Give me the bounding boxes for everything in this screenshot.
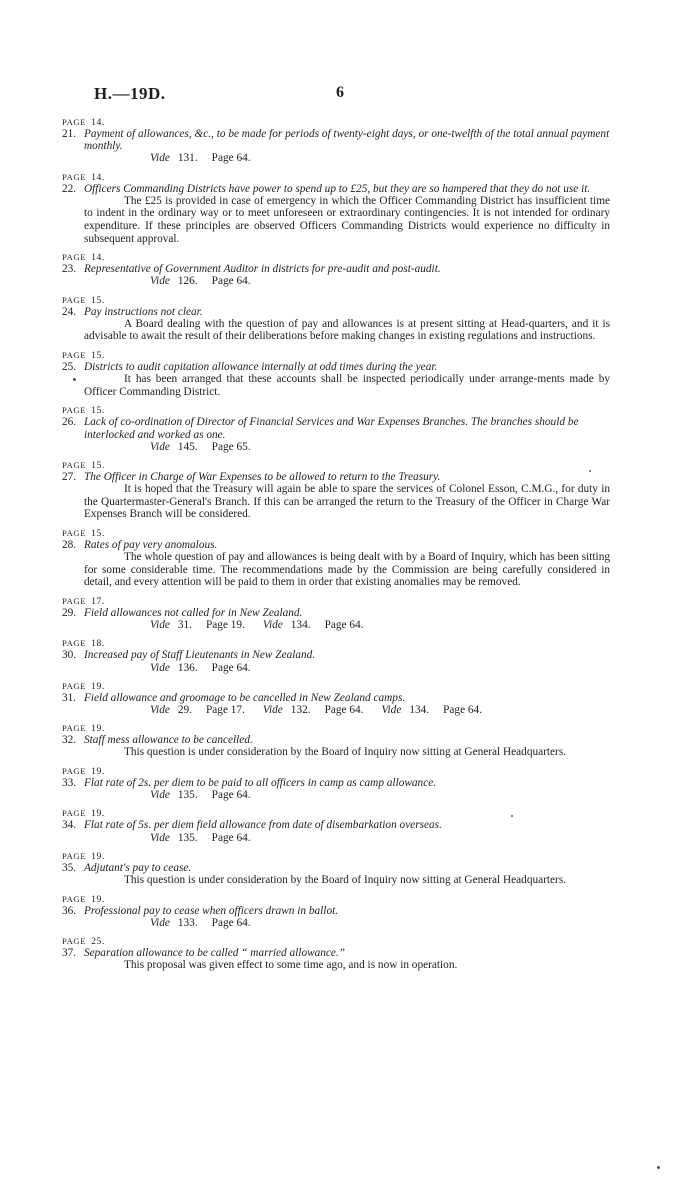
vide-number: 133. xyxy=(177,916,198,929)
page-reference-label: PAGE xyxy=(62,405,87,416)
page-reference-number: 17. xyxy=(91,595,105,607)
page-reference-number: 15. xyxy=(91,459,105,471)
vide-page: Page 65. xyxy=(211,440,251,453)
entry-title xyxy=(62,947,610,959)
page-reference-label: PAGE xyxy=(62,765,87,776)
entry-title xyxy=(62,416,610,440)
page-reference xyxy=(62,350,610,361)
entry-title-text: Field allowances not called for in New Zealand. xyxy=(84,606,303,619)
vide-page: Page 64. xyxy=(211,275,251,288)
page-reference xyxy=(62,723,610,734)
entry-response: The £25 is provided in case of emergency in which the Officer Commanding District has insufficient time to indent in the ordinary way or to meet unforeseen or extraordinary contingencies. It is not intended for ordinary expenditure. If these principles are observed Officers Commanding Districts would experience no difficulty in subsequent approval. xyxy=(84,194,610,245)
vide-label: Vide xyxy=(150,152,170,165)
entry-title-text: Professional pay to cease when officers drawn in ballot. xyxy=(84,904,339,917)
entry-title xyxy=(62,777,610,789)
vide-number: 131. xyxy=(177,152,198,165)
page-reference-number: 19. xyxy=(91,893,105,905)
entry-number: 25. xyxy=(62,360,77,373)
entry-36 xyxy=(62,894,610,929)
entry-number: 33. xyxy=(62,776,77,789)
entry-number: 37. xyxy=(62,946,77,959)
page-reference-label: PAGE xyxy=(62,595,87,606)
entry-30 xyxy=(62,638,610,673)
entry-title-text: Adjutant's pay to cease. xyxy=(84,861,192,874)
page-reference xyxy=(62,528,610,539)
page-reference xyxy=(62,808,610,819)
scan-speck xyxy=(511,815,513,817)
entry-title xyxy=(62,734,610,746)
vide-label: Vide xyxy=(150,916,170,929)
vide-references xyxy=(150,704,610,716)
vide-page: Page 64. xyxy=(324,619,364,632)
page-reference-label: PAGE xyxy=(62,527,87,538)
page-reference xyxy=(62,295,610,306)
entry-number: 27. xyxy=(62,470,77,483)
entry-number: 29. xyxy=(62,606,77,619)
entry-number: 31. xyxy=(62,691,77,704)
entry-response: This question is under consideration by the Board of Inquiry now sitting at General Headquarters. xyxy=(124,873,567,886)
entry-title-text: Rates of pay very anomalous. xyxy=(84,538,218,551)
vide-label: Vide xyxy=(150,831,170,844)
vide-label: Vide xyxy=(150,703,170,716)
entry-title-text: Flat rate of 2s. per diem to be paid to all officers in camp as camp allowance. xyxy=(84,776,437,789)
vide-page: Page 19. xyxy=(206,619,245,632)
vide-number: 132. xyxy=(290,703,311,716)
entry-response: The whole question of pay and allowances is being dealt with by a Board of Inquiry, which has been sitting for some considerable time. The recommendations made by the Commission are being carefully considered in detail, and every attention will be paid to them in order that existing anomalies may be removed. xyxy=(84,551,610,589)
entry-title-text: Representative of Government Auditor in districts for pre-audit and post-audit. xyxy=(84,263,441,276)
page-reference-label: PAGE xyxy=(62,850,87,861)
entry-title xyxy=(62,607,610,619)
vide-references xyxy=(150,789,610,801)
entry-title xyxy=(62,306,610,318)
entry-response: It has been arranged that these accounts shall be inspected periodically under arrange-ments made by Officer Commanding District. xyxy=(84,373,610,398)
vide-page: Page 64. xyxy=(211,831,251,844)
entry-number: 32. xyxy=(62,734,77,747)
page-reference xyxy=(62,681,610,692)
vide-label: Vide xyxy=(150,789,170,802)
vide-number: 134. xyxy=(290,619,311,632)
vide-page: Page 64. xyxy=(211,916,251,929)
page-reference-label: PAGE xyxy=(62,723,87,734)
entry-title-text: The Officer in Charge of War Expenses to be allowed to return to the Treasury. xyxy=(84,470,441,483)
entry-25 xyxy=(62,350,610,398)
entry-title xyxy=(62,361,610,373)
entry-23 xyxy=(62,252,610,287)
vide-number: 31. xyxy=(177,619,192,632)
entry-response: This question is under consideration by the Board of Inquiry now sitting at General Headquarters. xyxy=(124,746,567,759)
vide-references xyxy=(150,152,610,164)
vide-label: Vide xyxy=(150,661,170,674)
entry-35 xyxy=(62,851,610,887)
entry-number: 34. xyxy=(62,819,77,832)
vide-page: Page 64. xyxy=(211,789,251,802)
entry-29 xyxy=(62,596,610,631)
entry-response: It is hoped that the Treasury will again be able to spare the services of Colonel Esson, C.M.G., for duty in the Quartermaster-General's Branch. If this can be arranged the return to the Treasury of the Officer in Charge War Expenses Branch will be considered. xyxy=(84,483,610,521)
page-reference xyxy=(62,405,610,416)
entry-title xyxy=(62,649,610,661)
page-reference-number: 14. xyxy=(91,252,105,264)
vide-number: 145. xyxy=(177,440,198,453)
entry-number: 35. xyxy=(62,861,77,874)
vide-references xyxy=(150,441,610,453)
page-reference-number: 15. xyxy=(91,294,105,306)
page-reference-label: PAGE xyxy=(62,294,87,305)
page-reference xyxy=(62,936,610,947)
vide-label: Vide xyxy=(262,703,283,716)
page-header xyxy=(94,84,614,108)
page-reference-label: PAGE xyxy=(62,893,87,904)
page-reference xyxy=(62,894,610,905)
entry-title xyxy=(62,539,610,551)
entry-title xyxy=(62,692,610,704)
page-reference xyxy=(62,596,610,607)
scan-speck xyxy=(657,1166,660,1169)
entry-number: 24. xyxy=(62,305,77,318)
entry-number: 28. xyxy=(62,538,77,551)
entry-24 xyxy=(62,295,610,343)
page-reference-label: PAGE xyxy=(62,808,87,819)
entry-number: 22. xyxy=(62,182,77,195)
page-reference-number: 15. xyxy=(91,405,105,417)
entry-22 xyxy=(62,172,610,246)
entry-title xyxy=(62,128,610,152)
vide-number: 135. xyxy=(177,789,198,802)
vide-page: Page 64. xyxy=(211,661,251,674)
scan-speck xyxy=(73,378,76,381)
page-reference-number: 14. xyxy=(91,171,105,183)
vide-number: 126. xyxy=(177,275,198,288)
vide-number: 136. xyxy=(177,661,198,674)
vide-label: Vide xyxy=(150,619,170,632)
page-reference-number: 25. xyxy=(91,935,105,947)
entry-title xyxy=(62,905,610,917)
entry-32 xyxy=(62,723,610,759)
entry-33 xyxy=(62,766,610,801)
page-reference-number: 18. xyxy=(91,638,105,650)
page-reference-number: 19. xyxy=(91,808,105,820)
entry-28 xyxy=(62,528,610,589)
page-reference-number: 19. xyxy=(91,680,105,692)
page-number: 6 xyxy=(336,84,344,101)
entry-title-text: Increased pay of Staff Lieutenants in New Zealand. xyxy=(84,649,316,662)
page-reference xyxy=(62,172,610,183)
entry-title xyxy=(62,819,610,831)
entry-number: 23. xyxy=(62,263,77,276)
vide-label: Vide xyxy=(150,275,170,288)
entry-title xyxy=(62,471,610,483)
vide-references xyxy=(150,662,610,674)
page-reference-number: 15. xyxy=(91,527,105,539)
vide-label: Vide xyxy=(262,619,283,632)
entry-title xyxy=(62,862,610,874)
entry-title-text: Officers Commanding Districts have power to spend up to £25, but they are so hampered that they do not use it. xyxy=(84,182,591,195)
entry-27 xyxy=(62,460,610,521)
entry-number: 21. xyxy=(62,128,77,140)
entry-number: 36. xyxy=(62,904,77,917)
entry-title-text: Staff mess allowance to be cancelled. xyxy=(84,734,253,747)
entry-title-text: Separation allowance to be called “ married allowance.” xyxy=(84,946,346,959)
page-reference-number: 19. xyxy=(91,850,105,862)
entry-title xyxy=(62,263,610,275)
entry-title-text: Field allowance and groomage to be cancelled in New Zealand camps. xyxy=(84,691,406,704)
entry-21 xyxy=(62,117,610,165)
document-body xyxy=(62,117,610,979)
vide-label: Vide xyxy=(150,440,170,453)
vide-page: Page 64. xyxy=(324,703,364,716)
entry-response: A Board dealing with the question of pay and allowances is at present sitting at Head-quarters, and it is advisable to await the result of their deliberations before making changes in existing regulations and instructions. xyxy=(84,317,610,343)
page-reference-label: PAGE xyxy=(62,680,87,691)
vide-number: 29. xyxy=(177,703,192,716)
vide-references xyxy=(150,917,610,929)
vide-page: Page 64. xyxy=(211,152,251,165)
page-reference-label: PAGE xyxy=(62,935,87,946)
vide-page: Page 17. xyxy=(206,703,245,716)
entry-title-text: Flat rate of 5s. per diem field allowance from date of disembarkation overseas. xyxy=(84,819,442,832)
entry-title-text: Pay instructions not clear. xyxy=(84,305,203,318)
page-reference xyxy=(62,851,610,862)
entry-title-text: Districts to audit capitation allowance internally at odd times during the year. xyxy=(84,360,438,373)
page-reference-label: PAGE xyxy=(62,459,87,470)
entry-response: This proposal was given effect to some time ago, and is now in operation. xyxy=(124,959,458,972)
page-reference-label: PAGE xyxy=(62,117,87,127)
page-reference xyxy=(62,766,610,777)
page-reference xyxy=(62,252,610,263)
scan-speck xyxy=(589,470,591,472)
entry-26 xyxy=(62,405,610,453)
page-reference xyxy=(62,460,610,471)
page-reference-number: 19. xyxy=(91,723,105,735)
page-reference-label: PAGE xyxy=(62,638,87,649)
page-reference-number: 15. xyxy=(91,349,105,361)
entry-number: 26. xyxy=(62,416,77,429)
vide-label: Vide xyxy=(381,703,402,716)
vide-references xyxy=(150,619,610,631)
entry-title-text: Lack of co-ordination of Director of Financial Services and War Expenses Branches. The branches should be interlocked and worked as one. xyxy=(84,416,579,441)
entry-number: 30. xyxy=(62,649,77,662)
vide-references xyxy=(150,832,610,844)
page-reference xyxy=(62,117,610,128)
entry-title-text: Payment of allowances, &c., to be made for periods of twenty-eight days, or one-twelfth of the total annual payment monthly. xyxy=(84,128,610,153)
page-reference-number: 14. xyxy=(91,117,105,128)
entry-37 xyxy=(62,936,610,972)
page-reference-label: PAGE xyxy=(62,252,87,263)
page-reference-label: PAGE xyxy=(62,349,87,360)
entry-title xyxy=(62,183,610,195)
entry-31 xyxy=(62,681,610,716)
entry-34 xyxy=(62,808,610,843)
vide-number: 135. xyxy=(177,831,198,844)
vide-references xyxy=(150,275,610,287)
vide-number: 134. xyxy=(409,703,430,716)
page-reference-label: PAGE xyxy=(62,171,87,182)
page-reference xyxy=(62,638,610,649)
vide-page: Page 64. xyxy=(443,703,483,716)
document-reference: H.—19D. xyxy=(94,84,166,103)
page-reference-number: 19. xyxy=(91,765,105,777)
